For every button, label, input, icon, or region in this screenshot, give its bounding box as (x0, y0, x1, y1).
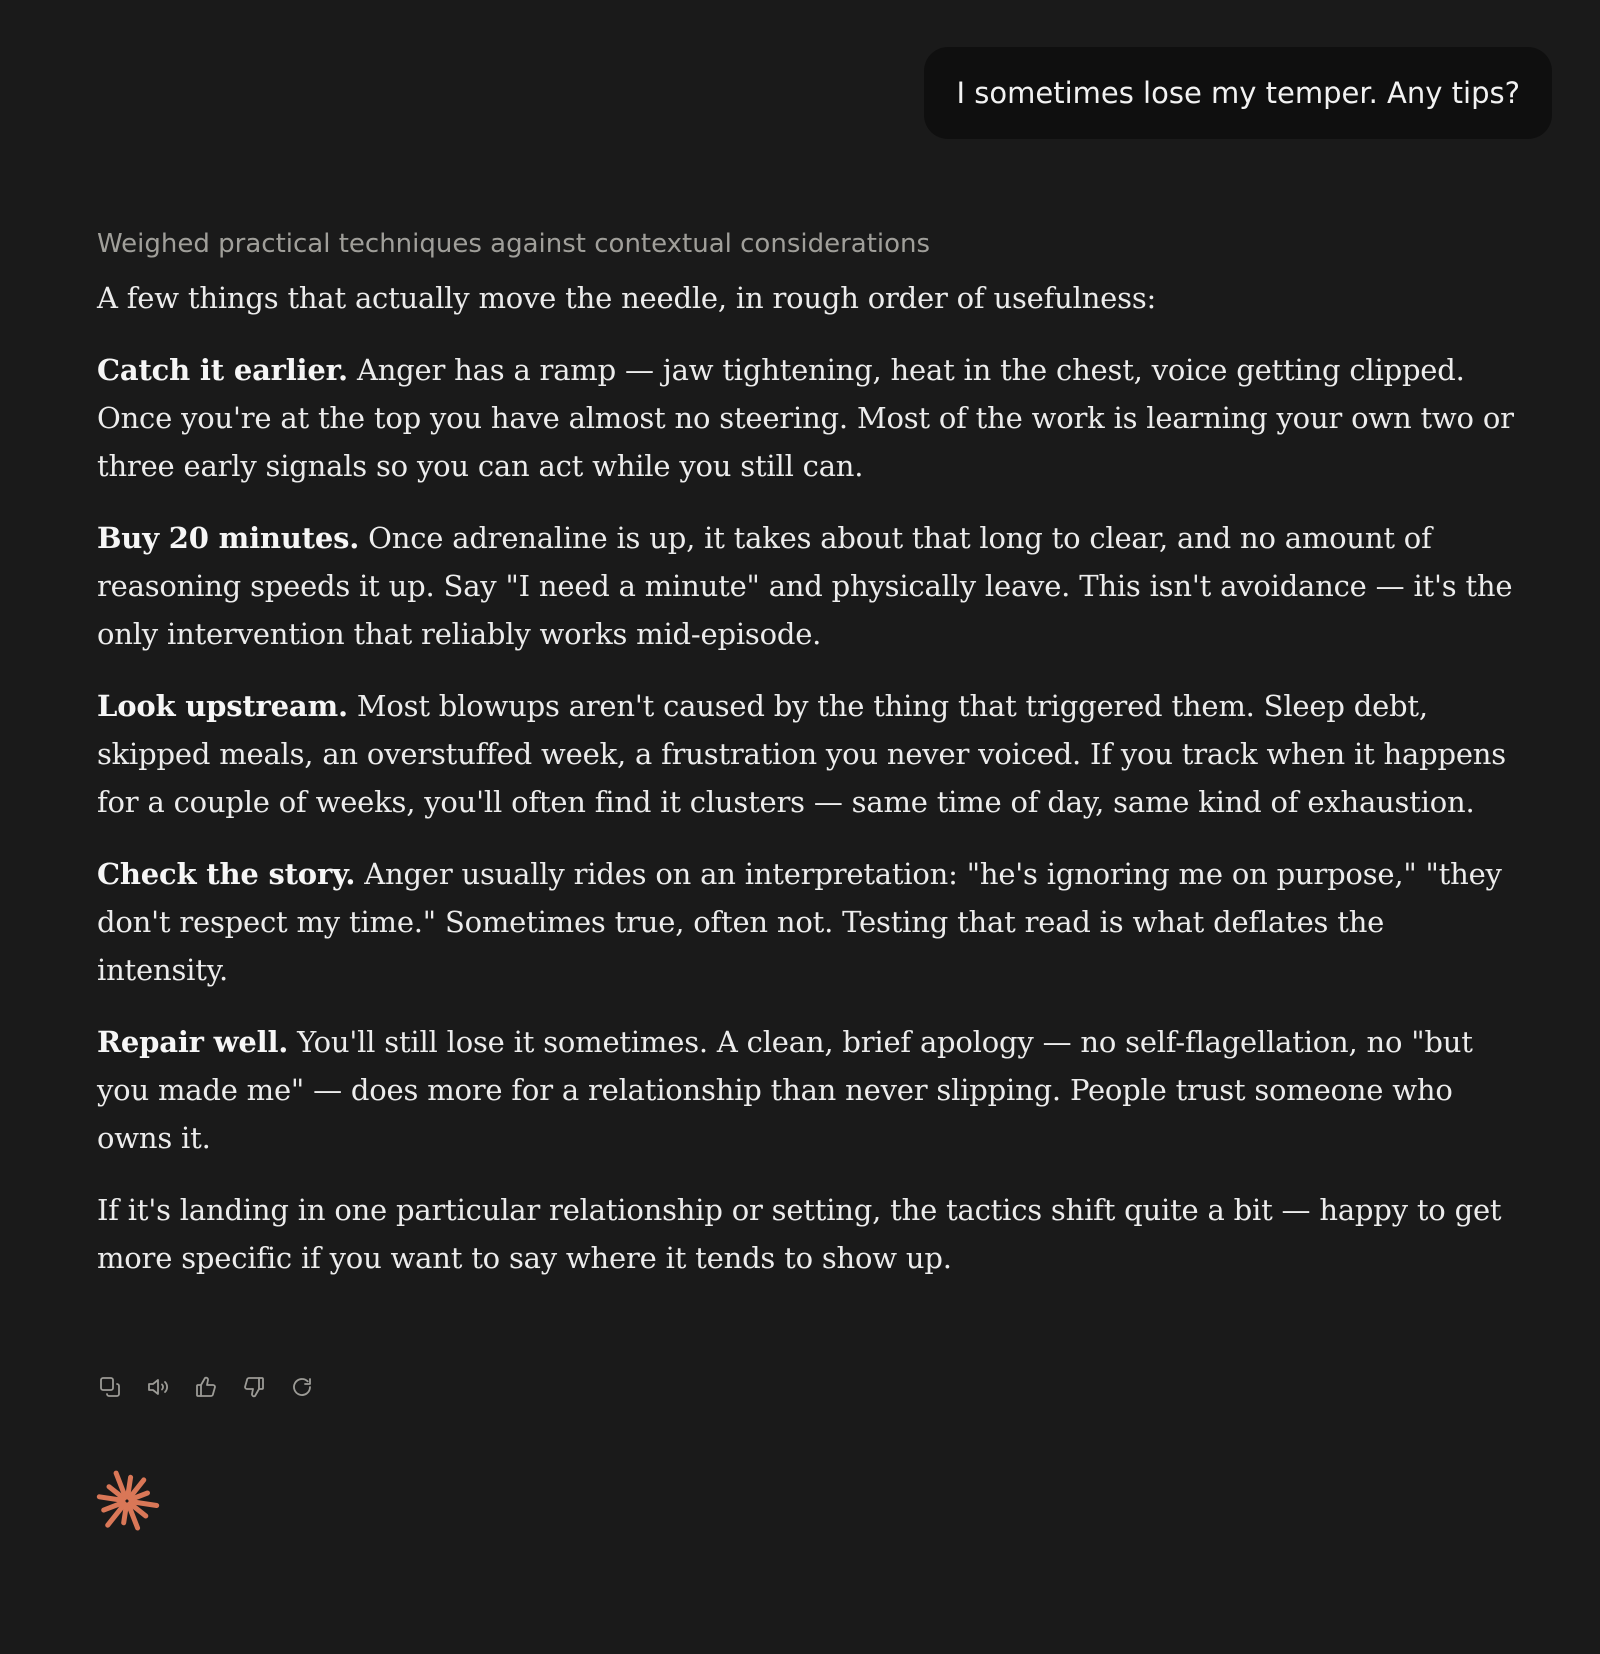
thinking-summary[interactable]: Weighed practical techniques against contextual considerations (97, 229, 931, 259)
thumbs-down-button[interactable] (241, 1373, 267, 1401)
user-message-bubble (924, 47, 1552, 139)
tip-heading: Repair well. (97, 1025, 289, 1059)
speaker-icon (146, 1375, 170, 1399)
copy-button[interactable] (97, 1373, 123, 1401)
tip-body: Anger usually rides on an interpretation: "he's ignoring me on purpose," "they don't respect my time." Sometimes true, often not. Testing that read is what deflates the intensity. (97, 857, 1502, 987)
response-closing: If it's landing in one particular relationship or setting, the tactics shift quite a bit — happy to get more specific if you want to say where it tends to show up. (97, 1193, 1502, 1275)
thumbs-down-icon (242, 1375, 266, 1399)
claude-logo-icon (93, 1467, 161, 1535)
tip-paragraph (97, 346, 1517, 490)
response-intro: A few things that actually move the needle, in rough order of usefulness: (97, 281, 1157, 315)
tip-heading: Look upstream. (97, 689, 348, 723)
thumbs-up-icon (194, 1375, 218, 1399)
tip-paragraph (97, 682, 1517, 826)
tip-body: Once adrenaline is up, it takes about that long to clear, and no amount of reasoning speeds it up. Say "I need a minute" and physically leave. This isn't avoidance — it's the only intervention that reliably works mid-episode. (97, 521, 1513, 651)
tip-paragraph (97, 850, 1517, 994)
copy-icon (98, 1375, 122, 1399)
assistant-response (97, 222, 1517, 1306)
tip-body: Anger has a ramp — jaw tightening, heat in the chest, voice getting clipped. Once you're at the top you have almost no steering. Most of the work is learning your own two or three early signals so you can act while you still can. (97, 353, 1514, 483)
tip-heading: Buy 20 minutes. (97, 521, 360, 555)
thumbs-up-button[interactable] (193, 1373, 219, 1401)
retry-button[interactable] (289, 1373, 315, 1401)
message-actions (97, 1373, 315, 1401)
read-aloud-button[interactable] (145, 1373, 171, 1401)
tip-body: Most blowups aren't caused by the thing that triggered them. Sleep debt, skipped meals, an overstuffed week, a frustration you never voiced. If you track when it happens for a couple of weeks, you'll often find it clusters — same time of day, same kind of exhaustion. (97, 689, 1506, 819)
tip-paragraph (97, 1018, 1517, 1162)
tip-body: You'll still lose it sometimes. A clean, brief apology — no self-flagellation, no "but you made me" — does more for a relationship than never slipping. People trust someone who owns it. (97, 1025, 1473, 1155)
tip-heading: Catch it earlier. (97, 353, 348, 387)
tip-heading: Check the story. (97, 857, 356, 891)
user-message-text: I sometimes lose my temper. Any tips? (956, 76, 1520, 110)
retry-icon (290, 1375, 314, 1399)
tip-paragraph (97, 514, 1517, 658)
